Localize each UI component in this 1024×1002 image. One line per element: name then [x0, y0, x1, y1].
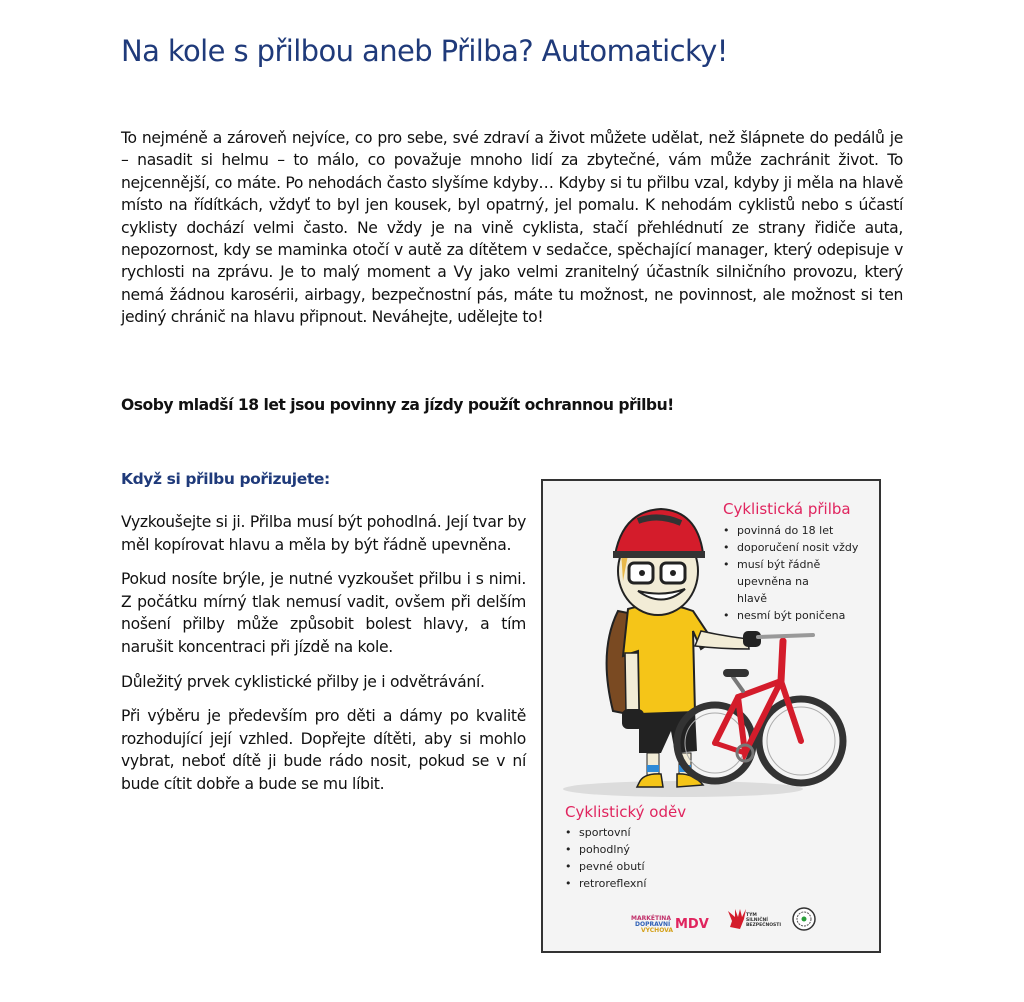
- list-item: • pohodlný: [563, 841, 713, 858]
- svg-text:SILNIČNÍ: SILNIČNÍ: [746, 918, 768, 923]
- list-item: • doporučení nosit vždy: [721, 539, 881, 556]
- mdv-logo: [631, 912, 707, 934]
- clothing-heading: Cyklistický oděv: [565, 803, 687, 821]
- list-item: • povinná do 18 let: [721, 522, 881, 539]
- paragraph: Vyzkoušejte si ji. Přilba musí být pohodlná. Její tvar by měl kopírovat hlavu a měla by být řádně upevněna.: [121, 513, 526, 554]
- svg-text:VÝCHOVA: VÝCHOVA: [641, 927, 674, 934]
- paragraph: Důležitý prvek cyklistické přilby je i odvětrávání.: [121, 672, 485, 691]
- svg-text:BEZPEČNOSTI: BEZPEČNOSTI: [746, 923, 782, 928]
- svg-text:MARKÉTINA: MARKÉTINA: [631, 915, 671, 922]
- page-title: Na kole s přilbou aneb Přilba? Automaticky!: [121, 34, 728, 68]
- police-seal-logo: [791, 906, 817, 932]
- section-heading: Když si přilbu pořizujete:: [121, 470, 330, 488]
- helmet-poster: [541, 479, 881, 953]
- warning-text: Osoby mladší 18 let jsou povinny za jízdy použít ochrannou přilbu!: [121, 396, 674, 414]
- helmet-heading: Cyklistická přilba: [723, 500, 851, 518]
- list-item: • pevné obutí: [563, 858, 713, 875]
- clothing-list: [563, 824, 713, 892]
- intro-paragraph: To nejméně a zároveň nejvíce, co pro sebe, své zdraví a život můžete udělat, než šlápnete do pedálů je – nasadit si helmu – to málo, co považuje mnoho lidí za zbytečné, vám může zachránit život. To nejcennější, co máte. Po nehodách často slyšíme kdyby… Kdyby si tu přilbu vzal, kdyby ji měla na hlavě místo na řídítkách, vždyť to byl jen kousek, byl opatrný, jel pomalu. K nehodám cyklistů nebo s účastí cyklisty dochází velmi často. Ne vždy je na vině cyklista, stačí přehlédnutí ze strany řidiče auta, nepozornost, kdy se maminka otočí v autě za dítětem v sedačce, spěchající manager, který odepisuje v rychlosti na zprávu. Je to malý moment a Vy jako velmi zranitelný účastník silničního provozu, který nemá žádnou karosérii, airbagy, bezpečnostní pás, máte tu možnost, ne povinnost, ale možnost si ten jediný chránič na hlavu připnout. Neváhejte, udělejte to!: [121, 129, 903, 327]
- svg-text:MDV: MDV: [675, 917, 709, 932]
- svg-text:DOPRAVNÍ: DOPRAVNÍ: [635, 921, 671, 928]
- list-item: • musí být řádně upevněna na hlavě: [721, 556, 842, 607]
- svg-text:TÝM: TÝM: [746, 913, 757, 918]
- paragraph: Při výběru je především pro děti a dámy po kvalitě rozhodující její vzhled. Dopřejte dítěti, aby si mohlo vybrat, neboť dítě ji bude rádo nosit, pokud se v ní bude cítit dobře a bude se mu líbit.: [121, 707, 526, 793]
- list-item: • sportovní: [563, 824, 713, 841]
- tsb-logo: [726, 907, 782, 931]
- helmet-list: [721, 522, 881, 624]
- list-item: • nesmí být poničena: [721, 607, 881, 624]
- list-item: • retroreflexní: [563, 875, 713, 892]
- paragraph: Pokud nosíte brýle, je nutné vyzkoušet přilbu i s nimi. Z počátku mírný tlak nemusí vadit, ovšem při delším nošení přilby může způsobit bolest hlavy, a tím narušit koncentraci při jízdě na kole.: [121, 570, 526, 656]
- section-body: [121, 511, 526, 808]
